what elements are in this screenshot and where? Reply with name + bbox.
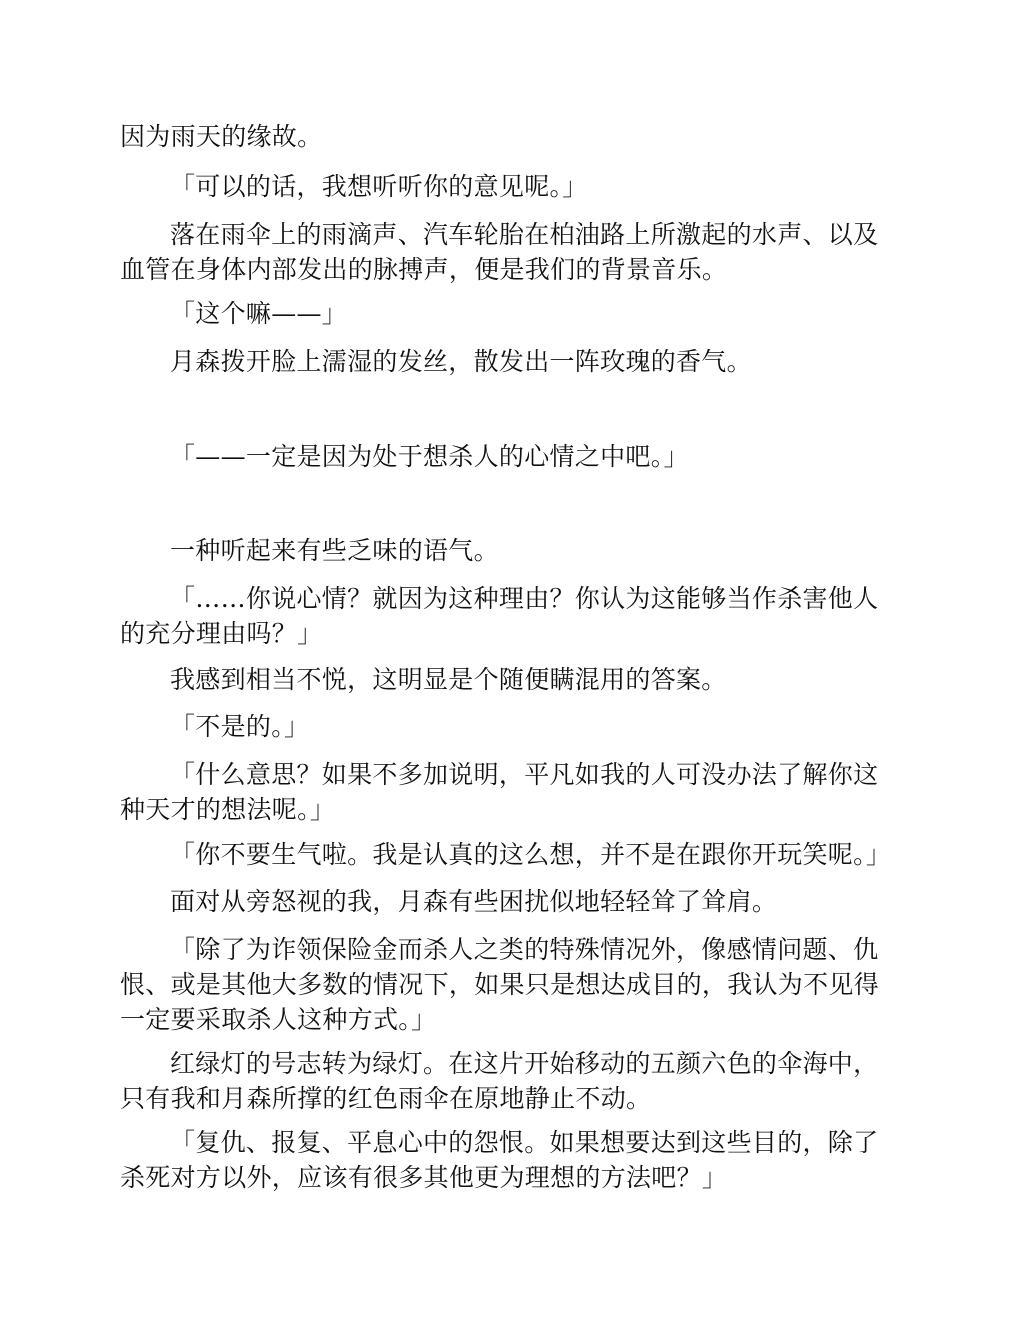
paragraph: 红绿灯的号志转为绿灯。在这片开始移动的五颜六色的伞海中，只有我和月森所撑的红色雨伞在原地静止不动。 <box>120 1049 879 1113</box>
paragraph: 面对从旁怒视的我，月森有些困扰似地轻轻耸了耸肩。 <box>170 887 778 916</box>
paragraph: 「什么意思？如果不多加说明，平凡如我的人可没办法了解你这种天才的想法呢。」 <box>120 760 879 824</box>
paragraph: 「除了为诈领保险金而杀人之类的特殊情况外，像感情问题、仇恨、或是其他大多数的情况下，如果只是想达成目的，我认为不见得一定要采取杀人这种方式。」 <box>120 935 880 1034</box>
paragraph: 落在雨伞上的雨滴声、汽车轮胎在柏油路上所激起的水声、以及血管在身体内部发出的脉搏声，便是我们的背景音乐。 <box>120 220 879 284</box>
paragraph: 月森拨开脸上濡湿的发丝，散发出一阵玫瑰的香气。 <box>170 347 752 376</box>
paragraph: 「不是的。」 <box>170 712 310 741</box>
paragraph: 因为雨天的缘故。 <box>120 122 323 151</box>
paragraph: 「复仇、报复、平息心中的怨恨。如果想要达到这些目的，除了杀死对方以外，应该有很多其他更为理想的方法吧？」 <box>120 1128 879 1192</box>
paragraph: 「这个嘛——」 <box>170 299 348 328</box>
paragraph: 我感到相当不悦，这明显是个随便瞒混用的答案。 <box>170 665 727 694</box>
paragraph: 「你不要生气啦。我是认真的这么想，并不是在跟你开玩笑呢。」 <box>170 840 892 869</box>
paragraph: 「可以的话，我想听听你的意见呢。」 <box>170 172 588 201</box>
paragraph: 「——一定是因为处于想杀人的心情之中吧。」 <box>170 442 689 471</box>
paragraph: 一种听起来有些乏味的语气。 <box>170 536 499 565</box>
paragraph: 「……你说心情？就因为这种理由？你认为这能够当作杀害他人的充分理由吗？」 <box>120 584 879 648</box>
